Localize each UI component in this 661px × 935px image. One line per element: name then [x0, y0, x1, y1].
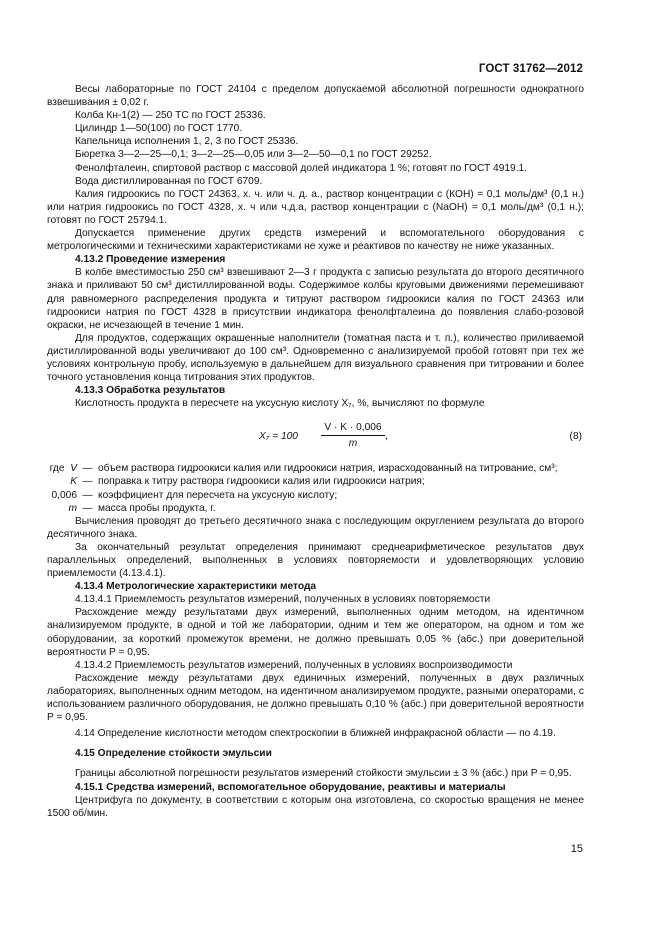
legend-text: масса пробы продукта, г.	[98, 502, 216, 514]
reproducibility-title: 4.13.4.2 Приемлемость результатов измерений, полученных в условиях воспроизводимости	[75, 659, 513, 671]
equipment-flask: Колба Кн-1(2) — 250 ТС по ГОСТ 25336.	[75, 110, 266, 122]
centrifuge-spec: Центрифуга по документу, в соответствии с которым она изготовлена, со скоростью вращения не менее 1500 об/мин.	[47, 794, 584, 819]
where-word: где	[49, 463, 65, 475]
legend-dash: —	[82, 502, 93, 514]
legend-text: объем раствора гидроокиси калия или гидроокиси натрия, израсходованный на титрование, см³;	[98, 463, 558, 475]
legend-symbol: m	[68, 502, 77, 514]
rounding-note: Вычисления проводят до третьего десятичного знака с последующим округлением результата до второго десятичного знака.	[47, 515, 584, 540]
formula-number: (8)	[569, 431, 582, 443]
acidity-formula	[47, 418, 584, 458]
equipment-cylinder: Цилиндр 1—50(100) по ГОСТ 1770.	[75, 123, 243, 135]
measurement-procedure: В колбе вместимостью 250 см³ взвешивают 2—3 г продукта с записью результата до второго десятичного знака и приливают 50 см³ дистиллированной воды. Содержимое колбы круговыми движениями перемешивают для равномерного распределения продукта и титруют раствором гидроокиси калия по ГОСТ 24363 или гидроокиси натрия по ГОСТ 4328 в присутствии индикатора фенолфталеина до появления слабо-розовой окраски, не исчезающей в течение 1 мин.	[47, 267, 584, 331]
legend-dash: —	[82, 476, 93, 488]
variable-legend	[47, 462, 584, 514]
section-heading-4-13-3: 4.13.3 Обработка результатов	[75, 385, 226, 397]
equipment-alkali: Калия гидроокись по ГОСТ 24363, х. ч. или ч. д. а., раствор концентрации с (КОН) = 0,1 моль/дм³ (0,1 н.) или натрия гидроокись по ГОСТ 4328, х. ч или ч.д.а, раствор концентрации с (NaOH) = 0,1 моль/дм³ (0,1 н.); готовят по ГОСТ 25794.1.	[47, 188, 584, 226]
formula-intro: Кислотность продукта в пересчете на уксусную кислоту X₇, %, вычисляют по формуле	[75, 398, 485, 410]
colored-products-note: Для продуктов, содержащих окрашенные наполнители (томатная паста и т. п.), количество приливаемой дистиллированной воды увеличивают до 100 см³. Одновременно с анализируемой пробой готовят при тех же условиях контрольную пробу, используемую в дальнейшем для визуального сравнения при титровании и более точного установления конца титрования этих продуктов.	[47, 332, 584, 384]
legend-dash: —	[82, 463, 93, 475]
equipment-phenolphthalein: Фенолфталеин, спиртовой раствор с массовой долей индикатора 1 %; готовят по ГОСТ 4919.1.	[75, 162, 528, 174]
legend-symbol: 0,006	[51, 489, 77, 501]
where-label	[47, 462, 77, 475]
formula-denominator: m	[348, 438, 358, 450]
legend-text: коэффициент для пересчета на уксусную кислоту;	[98, 489, 338, 501]
section-heading-4-13-4: 4.13.4 Метрологические характеристики метода	[75, 581, 317, 593]
section-heading-4-15: 4.15 Определение стойкости эмульсии	[75, 748, 272, 760]
page-body	[47, 83, 584, 820]
legend-dash: —	[82, 489, 93, 501]
standard-header: ГОСТ 31762—2012	[478, 63, 583, 75]
section-heading-4-13-2: 4.13.2 Проведение измерения	[75, 254, 226, 266]
equipment-burette: Бюретка 3—2—25—0,1; 3—2—25—0,05 или 3—2—50—0,1 по ГОСТ 29252.	[75, 149, 432, 161]
repeatability-title: 4.13.4.1 Приемлемость результатов измерений, полученных в условиях повторяемости	[75, 594, 491, 606]
formula-lhs: X₇ = 100	[259, 431, 298, 443]
equipment-dropper: Капельница исполнения 1, 2, 3 по ГОСТ 25336.	[75, 136, 299, 148]
section-4-14: 4.14 Определение кислотности методом спектроскопии в ближней инфракрасной области — по 4.19.	[75, 728, 556, 740]
emulsion-error-bounds: Границы абсолютной погрешности результатов измерений стойкости эмульсии ± 3 % (абс.) при P = 0,95.	[75, 768, 572, 780]
equipment-allowed: Допускается применение других средств измерений и вспомогательного оборудования с метрологическими и техническими характеристиками не хуже и реактивов по качеству не ниже указанных.	[47, 228, 584, 253]
legend-symbol: K	[70, 476, 77, 488]
formula-fraction	[321, 421, 385, 450]
section-heading-4-15-1: 4.15.1 Средства измерений, вспомогательное оборудование, реактивы и материалы	[75, 781, 506, 793]
equipment-water: Вода дистиллированная по ГОСТ 6709.	[75, 175, 263, 187]
equipment-scales: Весы лабораторные по ГОСТ 24104 с пределом допускаемой абсолютной погрешности однократного взвешивания ± 0,02 г.	[47, 84, 584, 109]
legend-text: поправка к титру раствора гидроокиси калия или гидроокиси натрия;	[98, 476, 425, 488]
page-number: 15	[570, 843, 583, 855]
repeatability-text: Расхождение между результатами двух измерений, выполненных одним методом, на идентичном анализируемом продукте, в одной и той же лаборатории, одним и тем же оператором, на одном и том же оборудовании, за короткий промежуток времени, не должно превышать 0,05 % (абс.) при доверительной вероятности P = 0,95.	[47, 607, 584, 658]
spacer	[47, 740, 584, 747]
final-result-note: За окончательный результат определения принимают среднеарифметическое результатов двух параллельных определений, выполненных в условиях повторяемости и удовлетворяющих условию приемлемости (4.13.4.1).	[47, 541, 584, 580]
legend-symbol: V	[70, 463, 77, 475]
reproducibility-text: Расхождение между результатами двух единичных измерений, полученных в двух различных лабораториях, выполненных одним методом, на идентичном анализируемом продукте, разными операторами, с использованием различного оборудования, не должно превышать 0,10 % (абс.) при доверительной вероятности P = 0,95.	[47, 672, 584, 724]
formula-numerator: V · K · 0,006	[321, 421, 385, 436]
formula-comma: ,	[385, 431, 388, 443]
spacer	[47, 760, 584, 767]
